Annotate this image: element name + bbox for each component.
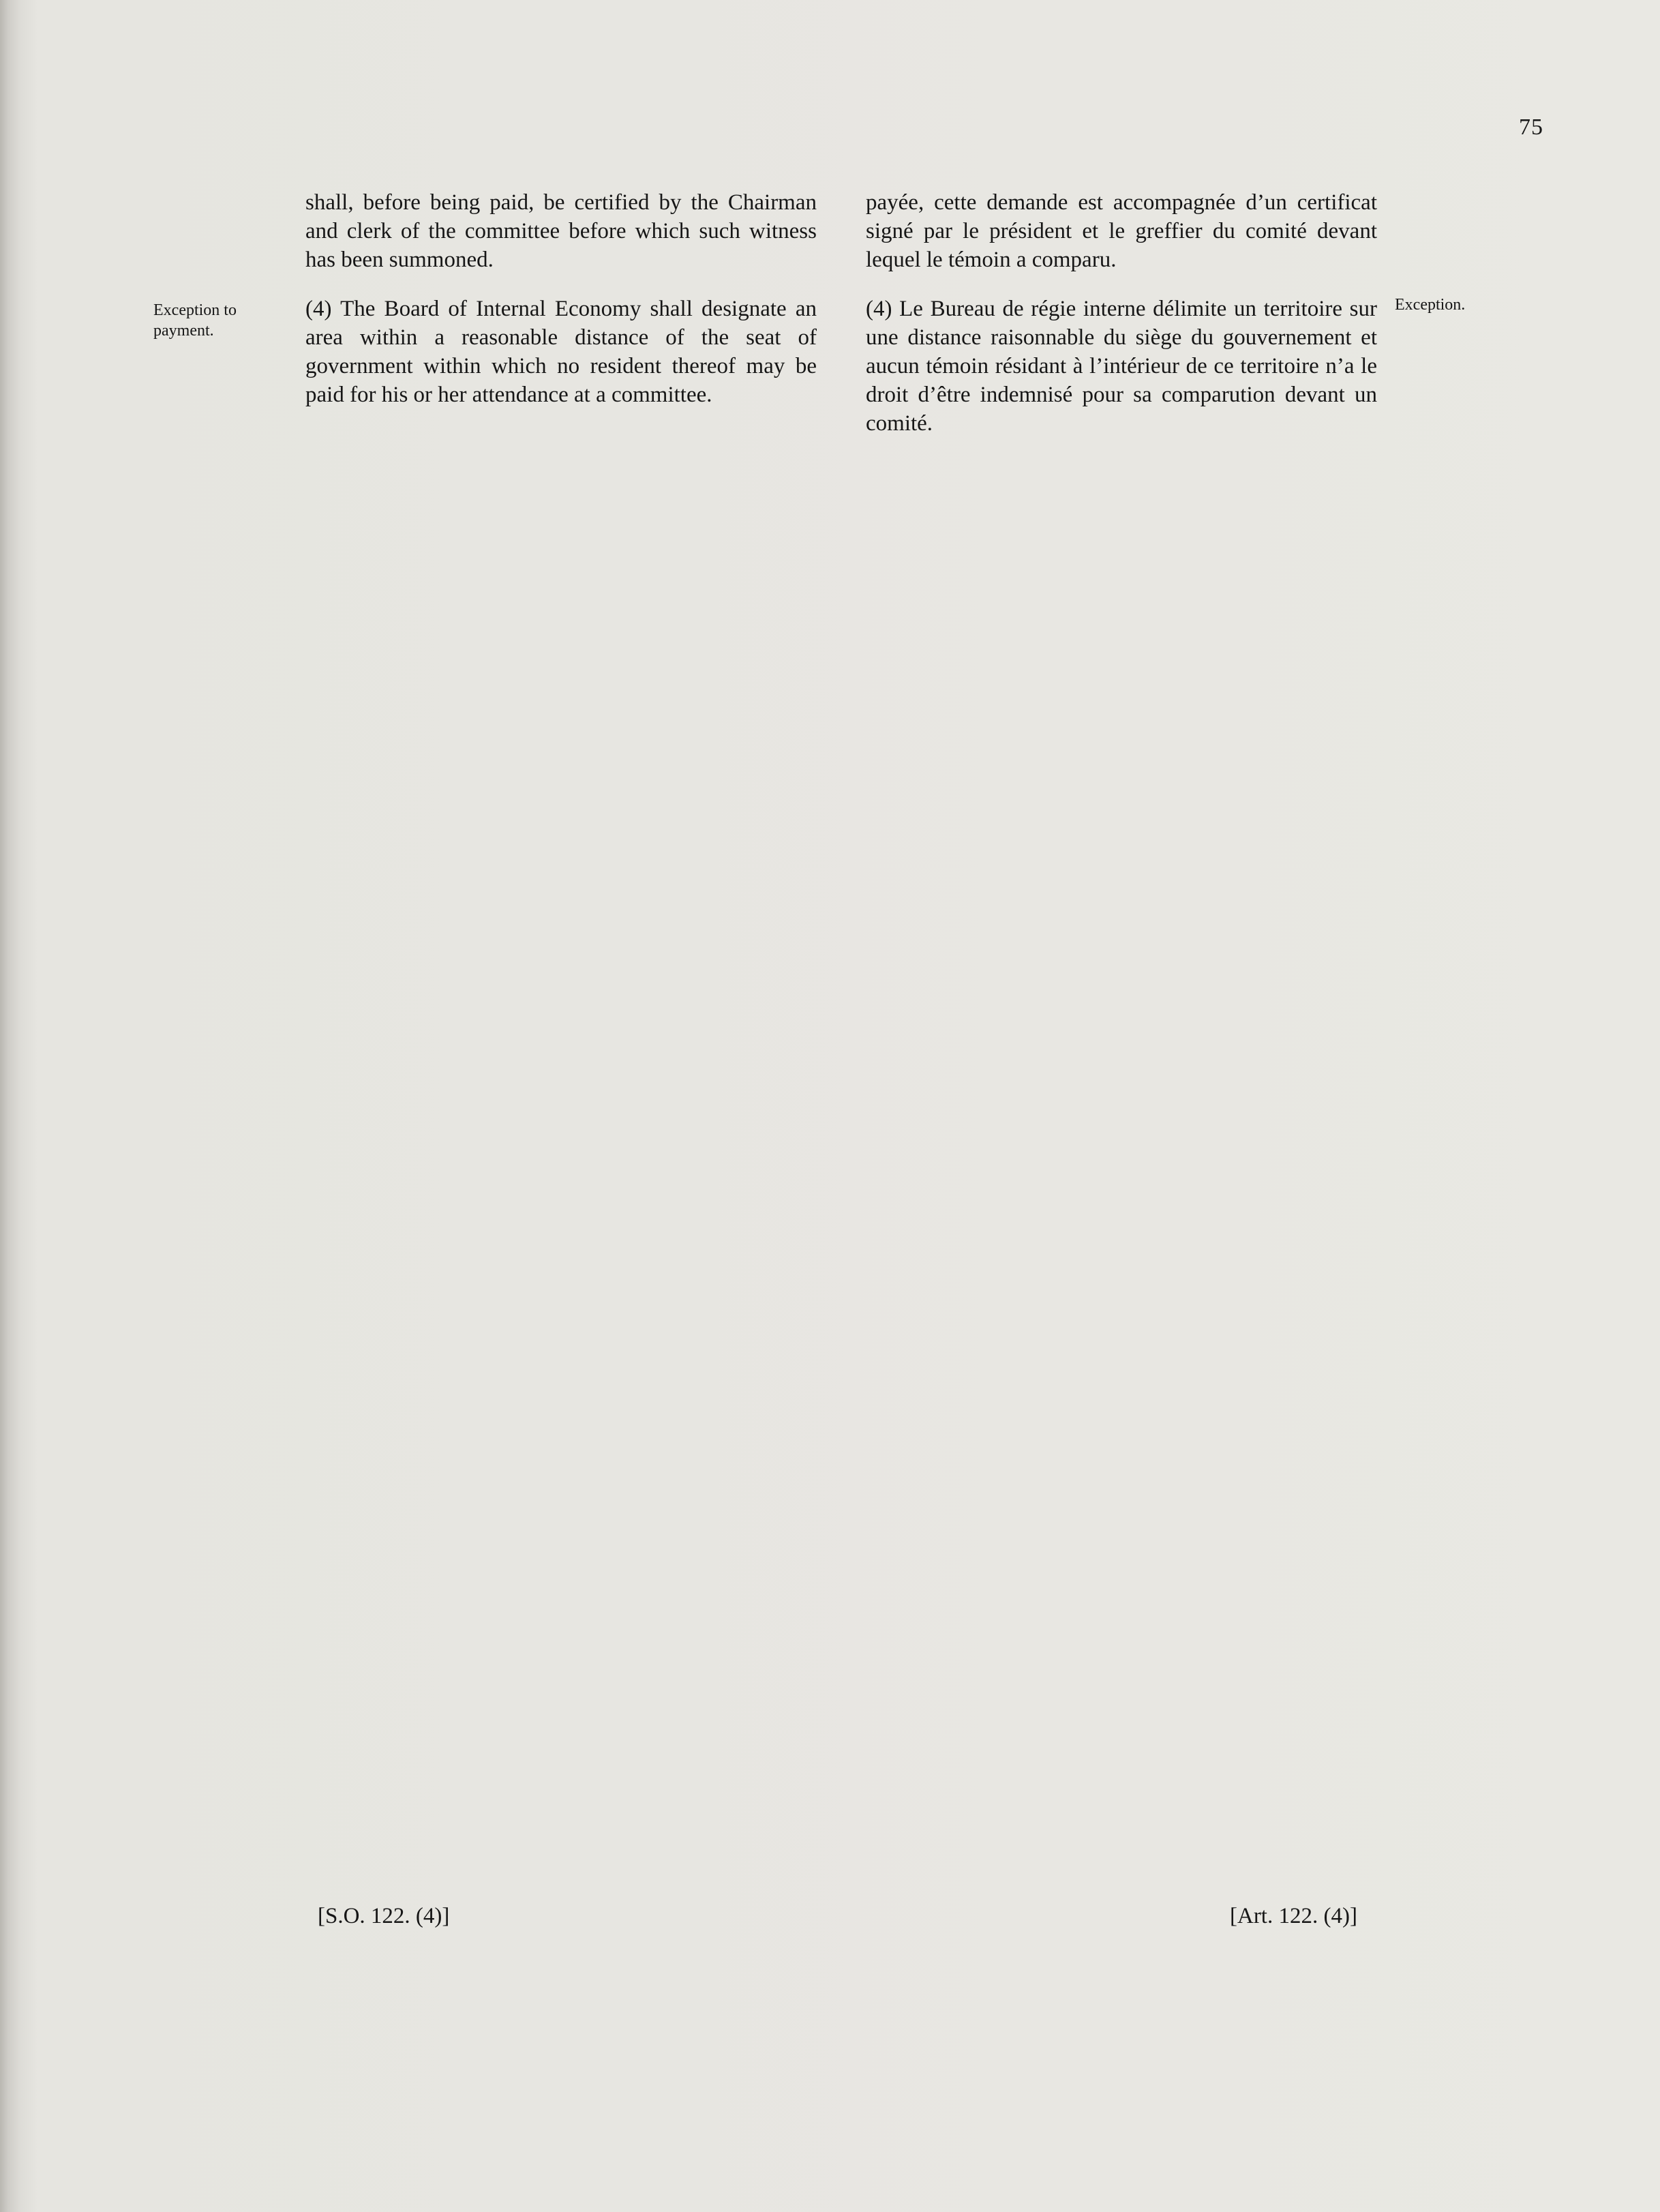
footer-english-reference: [S.O. 122. (4)] <box>318 1904 450 1928</box>
english-column <box>305 188 817 475</box>
english-section-4-paragraph: (4) The Board of Internal Economy shall designate an area within a reasonable distance of the seat of government within which no resident thereof may be paid for his or her attendance at a committee. <box>305 297 817 407</box>
margin-note-french: Exception. <box>1395 296 1466 314</box>
page-number: 75 <box>1519 115 1543 140</box>
footer-french-reference: [Art. 122. (4)] <box>1230 1904 1357 1928</box>
french-continuation-paragraph: payée, cette demande est accompagnée d’un certificat signé par le président et le greffier du comité devant lequel le témoin a comparu. <box>866 190 1377 272</box>
french-section-4-paragraph: (4) Le Bureau de régie interne délimite un territoire sur une distance raisonnable du siège du gouvernement et aucun témoin résidant à l’intérieur de ce territoire n’a le droit d’être indemnisé pour sa comparution devant un comité. <box>866 297 1377 436</box>
margin-note-english: Exception to payment. <box>153 301 237 340</box>
english-continuation-paragraph: shall, before being paid, be certified by the Chairman and clerk of the committee before which such witness has been summoned. <box>305 190 817 272</box>
french-column <box>866 188 1377 475</box>
